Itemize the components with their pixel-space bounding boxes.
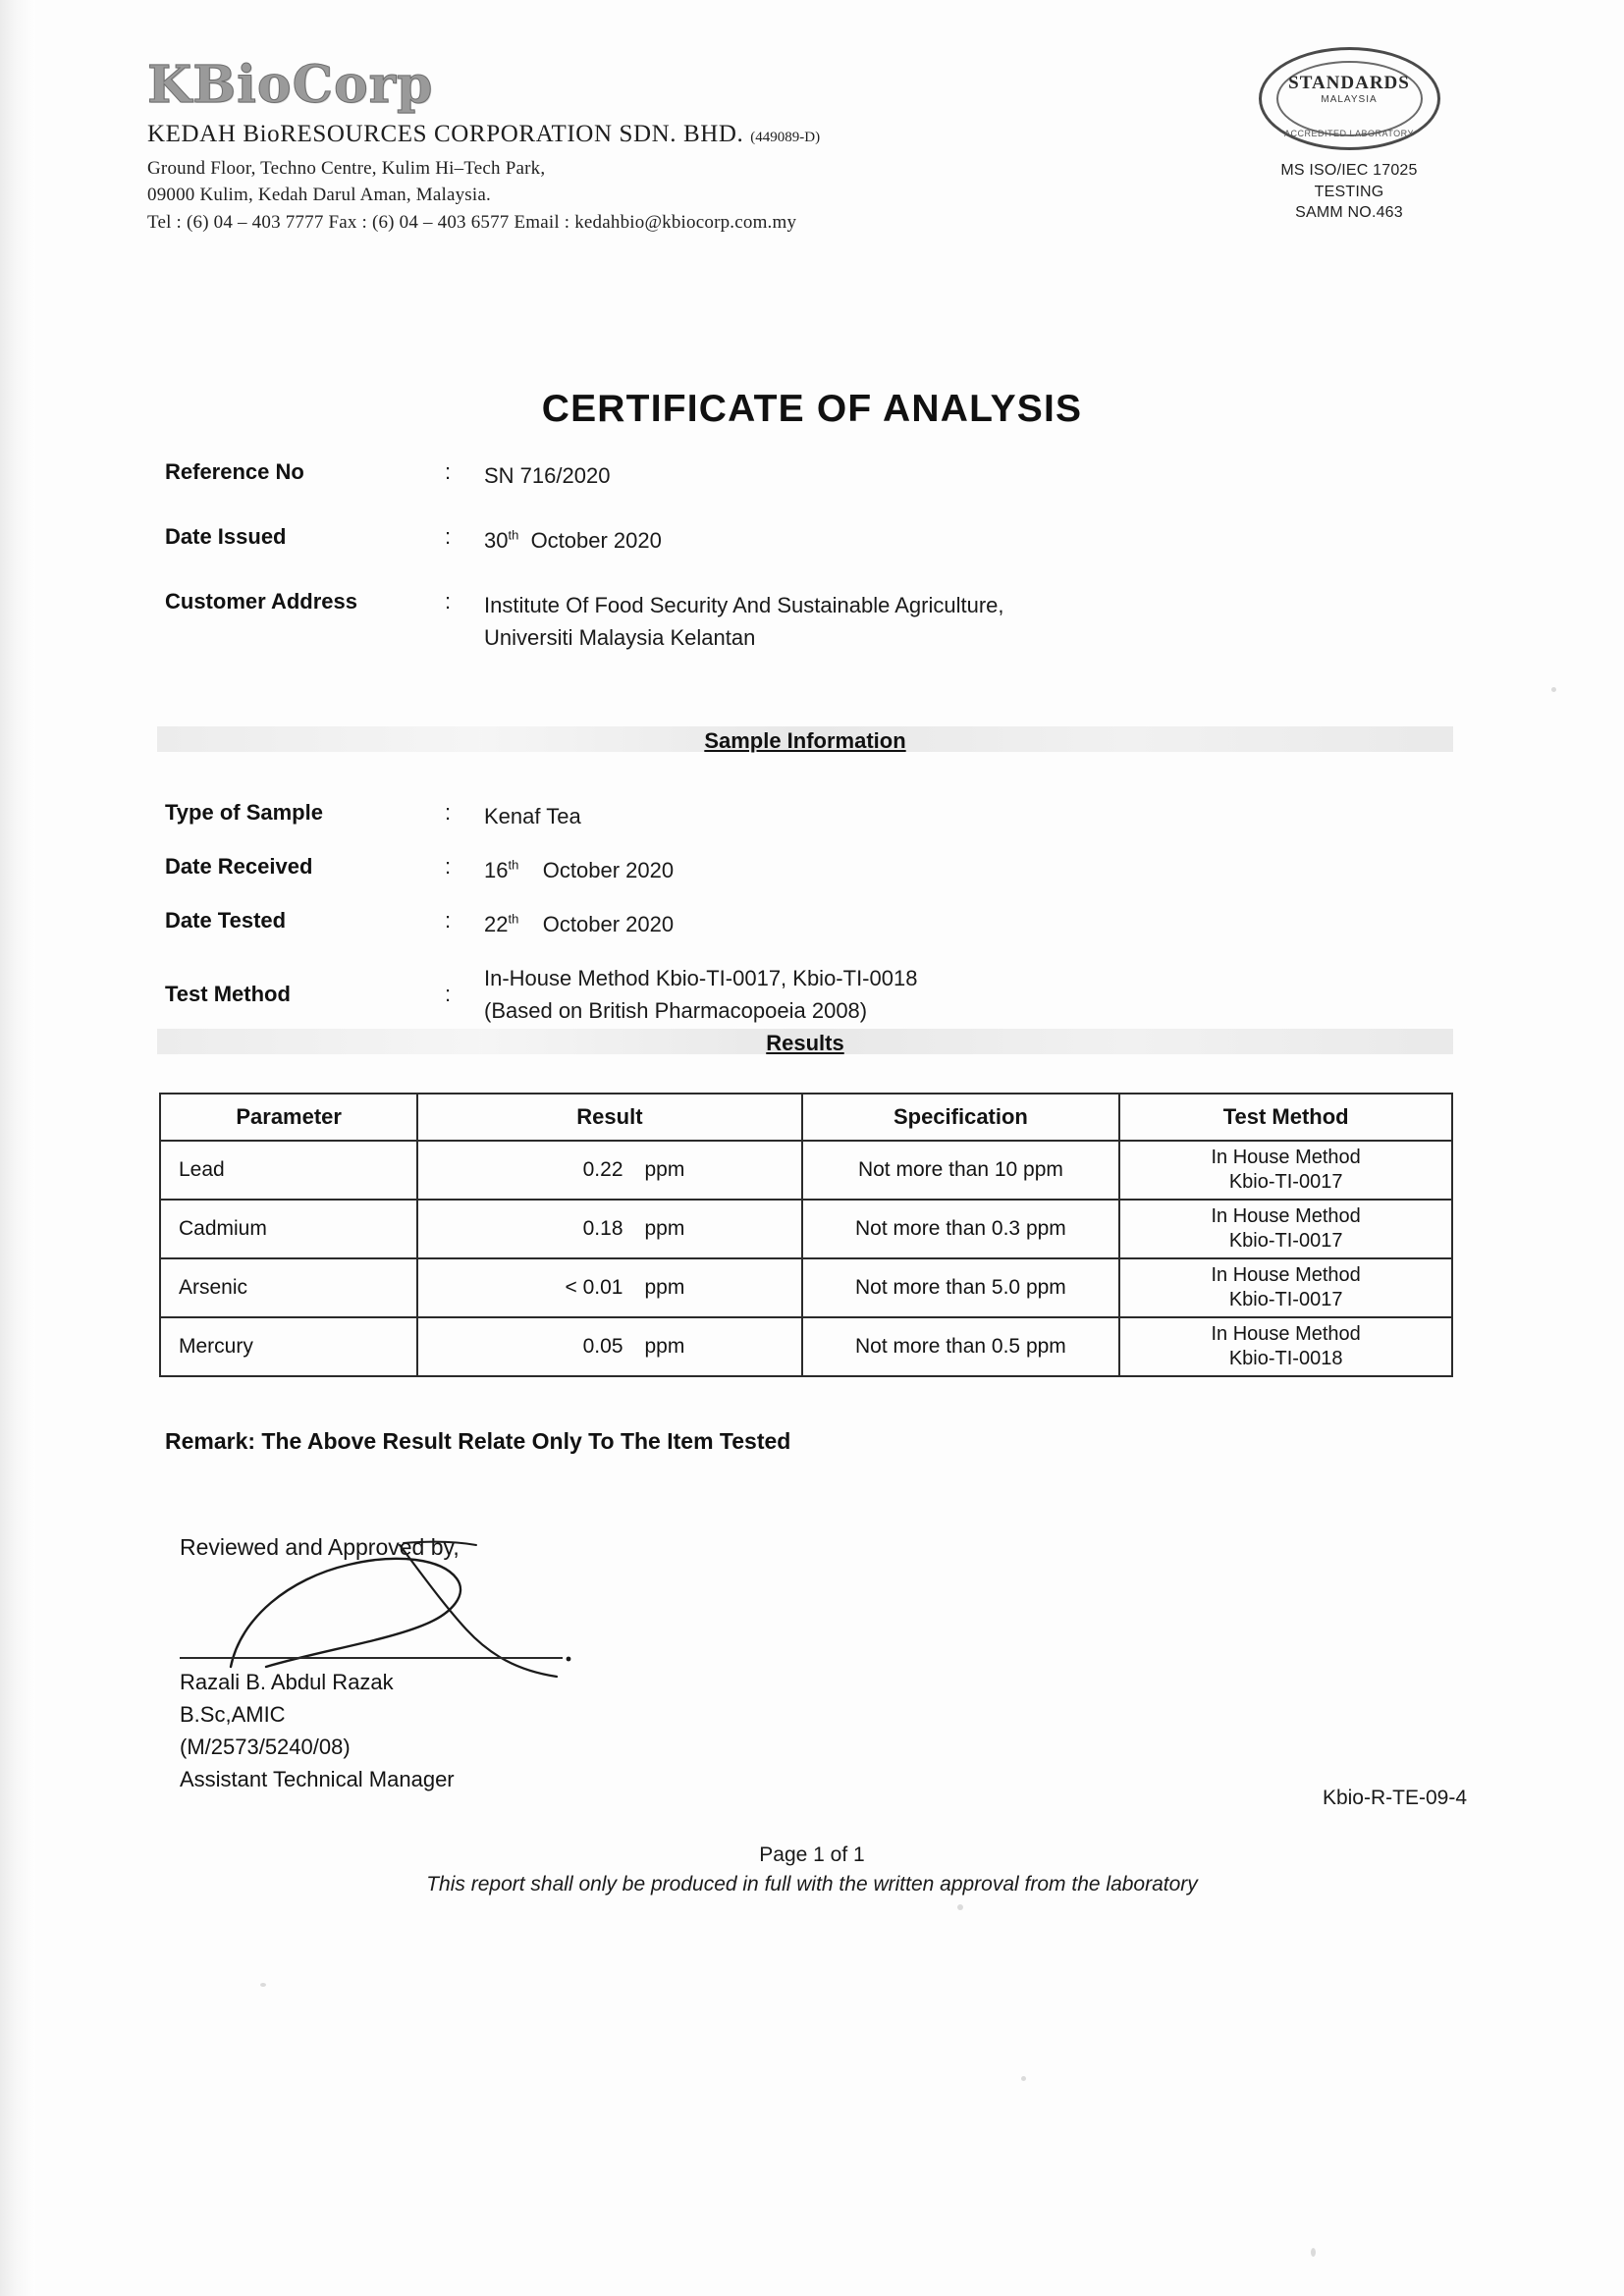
sample-information-heading: Sample Information	[704, 728, 906, 753]
accreditation-scope: TESTING	[1314, 183, 1384, 200]
page-title: CERTIFICATE OF ANALYSIS	[541, 388, 1083, 430]
company-name-text: KEDAH BioRESOURCES CORPORATION SDN. BHD.	[147, 120, 744, 147]
cell-specification: Not more than 5.0 ppm	[802, 1258, 1120, 1317]
cell-specification: Not more than 10 ppm	[802, 1141, 1120, 1200]
customer-address-line-1: Institute Of Food Security And Sustainable Agriculture,	[484, 593, 1004, 617]
date-issued-suffix: th	[508, 527, 519, 543]
date-received-suffix: th	[508, 857, 519, 873]
scan-speck	[957, 1904, 963, 1910]
sample-value-type: Kenaf Tea	[484, 804, 581, 828]
standards-malaysia-seal-icon	[1259, 47, 1440, 150]
meta-value-customer-address	[484, 589, 1004, 654]
cell-specification: Not more than 0.5 ppm	[802, 1317, 1120, 1376]
date-issued-month-year: October 2020	[530, 528, 662, 553]
method-line-1: In House Method	[1211, 1205, 1361, 1227]
cell-test-method	[1119, 1200, 1452, 1258]
cell-test-method	[1119, 1141, 1452, 1200]
meta-label: Date Issued	[165, 524, 287, 549]
result-unit: ppm	[644, 1276, 685, 1299]
meta-row-reference-no	[165, 459, 1441, 492]
method-line-2: Kbio-TI-0018	[1228, 1348, 1343, 1369]
scan-speck	[1021, 2076, 1026, 2081]
date-tested-day: 22	[484, 912, 509, 936]
meta-value-date-issued	[484, 524, 662, 557]
scan-speck	[1551, 687, 1556, 692]
sample-label: Type of Sample	[165, 800, 323, 825]
table-row	[160, 1200, 1452, 1258]
table-header-row	[160, 1094, 1452, 1141]
company-registration-no: (449089-D)	[750, 129, 821, 145]
cell-specification: Not more than 0.3 ppm	[802, 1200, 1120, 1258]
sample-value-test-method	[484, 962, 917, 1027]
signatory-block	[180, 1666, 455, 1795]
page-footer	[0, 1843, 1624, 1896]
column-header-specification: Specification	[802, 1094, 1120, 1141]
results-heading: Results	[766, 1031, 844, 1055]
accreditation-number: SAMM NO.463	[1295, 204, 1403, 222]
scan-edge-artifact	[0, 0, 35, 2296]
signatory-qualification: B.Sc,AMIC	[180, 1702, 286, 1727]
signature-line	[180, 1657, 563, 1659]
sample-label: Test Method	[165, 982, 291, 1006]
seal-top-text: STANDARDS	[1288, 73, 1410, 93]
result-value: 0.22	[582, 1158, 623, 1181]
page-number: Page 1 of 1	[759, 1843, 865, 1866]
footer-note: This report shall only be produced in full with the written approval from the laboratory	[426, 1873, 1198, 1896]
date-tested-month-year: October 2020	[542, 912, 675, 936]
sample-colon: :	[445, 982, 452, 1006]
meta-colon: :	[445, 589, 452, 614]
method-line-2: Kbio-TI-0017	[1228, 1230, 1343, 1252]
sample-row-date-received	[165, 854, 1441, 886]
sample-label: Date Tested	[165, 908, 287, 933]
meta-label: Customer Address	[165, 589, 358, 614]
address-line-2: 09000 Kulim, Kedah Darul Aman, Malaysia.	[147, 185, 491, 206]
column-header-parameter: Parameter	[160, 1094, 417, 1141]
sample-colon: :	[445, 854, 452, 879]
remark-text: Remark: The Above Result Relate Only To The Item Tested	[165, 1428, 791, 1454]
company-logo: KBioCorp	[147, 55, 434, 115]
sample-label: Date Received	[165, 854, 313, 879]
signatory-position: Assistant Technical Manager	[180, 1767, 455, 1791]
meta-value-reference-no: SN 716/2020	[484, 463, 611, 488]
result-value: < 0.01	[565, 1276, 623, 1299]
scan-speck	[1311, 2248, 1316, 2257]
method-line-1: In House Method	[1211, 1147, 1361, 1168]
sample-colon: :	[445, 908, 452, 933]
column-header-result: Result	[417, 1094, 801, 1141]
column-header-test-method: Test Method	[1119, 1094, 1452, 1141]
result-unit: ppm	[644, 1158, 685, 1181]
cell-result	[417, 1200, 801, 1258]
test-method-line-2: (Based on British Pharmacopoeia 2008)	[484, 998, 868, 1023]
cell-parameter: Mercury	[160, 1317, 417, 1376]
table-row	[160, 1317, 1452, 1376]
cell-parameter: Arsenic	[160, 1258, 417, 1317]
method-line-2: Kbio-TI-0017	[1228, 1171, 1343, 1193]
signatory-membership: (M/2573/5240/08)	[180, 1735, 351, 1759]
meta-colon: :	[445, 524, 452, 549]
sample-value-date-tested	[484, 908, 674, 940]
table-row	[160, 1141, 1452, 1200]
result-value: 0.18	[582, 1217, 623, 1240]
method-line-2: Kbio-TI-0017	[1228, 1289, 1343, 1310]
seal-bottom-text: ACCREDITED LABORATORY	[1283, 129, 1415, 138]
contact-line: Tel : (6) 04 – 403 7777 Fax : (6) 04 – 403 6577 Email : kedahbio@kbiocorp.com.my	[147, 211, 797, 233]
sample-information	[165, 800, 1441, 1048]
result-value: 0.05	[582, 1335, 623, 1358]
method-line-1: In House Method	[1211, 1264, 1361, 1286]
sample-colon: :	[445, 800, 452, 825]
table-row	[160, 1258, 1452, 1317]
accreditation-standard: MS ISO/IEC 17025	[1280, 162, 1418, 179]
cell-result	[417, 1317, 801, 1376]
meta-row-customer-address	[165, 589, 1441, 654]
sample-row-type	[165, 800, 1441, 832]
meta-label: Reference No	[165, 459, 304, 484]
accreditation-block	[1236, 47, 1462, 224]
date-issued-day: 30	[484, 528, 509, 553]
certificate-meta	[165, 459, 1441, 686]
result-unit: ppm	[644, 1217, 685, 1240]
sample-row-date-tested	[165, 908, 1441, 940]
scan-speck	[260, 1983, 266, 1987]
date-tested-suffix: th	[508, 911, 519, 927]
cell-test-method	[1119, 1258, 1452, 1317]
customer-address-line-2: Universiti Malaysia Kelantan	[484, 625, 756, 650]
cell-test-method	[1119, 1317, 1452, 1376]
date-received-month-year: October 2020	[542, 858, 675, 882]
cell-parameter: Lead	[160, 1141, 417, 1200]
address-line-1: Ground Floor, Techno Centre, Kulim Hi–Tech Park,	[147, 157, 546, 179]
date-received-day: 16	[484, 858, 509, 882]
cell-result	[417, 1141, 801, 1200]
sample-row-test-method	[165, 962, 1441, 1027]
reviewed-approved-label: Reviewed and Approved by,	[180, 1534, 460, 1560]
signatory-name: Razali B. Abdul Razak	[180, 1670, 394, 1694]
sample-value-date-received	[484, 854, 674, 886]
cell-parameter: Cadmium	[160, 1200, 417, 1258]
meta-row-date-issued	[165, 524, 1441, 557]
method-line-1: In House Method	[1211, 1323, 1361, 1345]
meta-colon: :	[445, 459, 452, 484]
results-table	[159, 1093, 1453, 1377]
result-unit: ppm	[644, 1335, 685, 1358]
document-code: Kbio-R-TE-09-4	[1322, 1787, 1467, 1809]
test-method-line-1: In-House Method Kbio-TI-0017, Kbio-TI-0018	[484, 966, 918, 990]
cell-result	[417, 1258, 801, 1317]
seal-mid-text: MALAYSIA	[1321, 94, 1378, 105]
